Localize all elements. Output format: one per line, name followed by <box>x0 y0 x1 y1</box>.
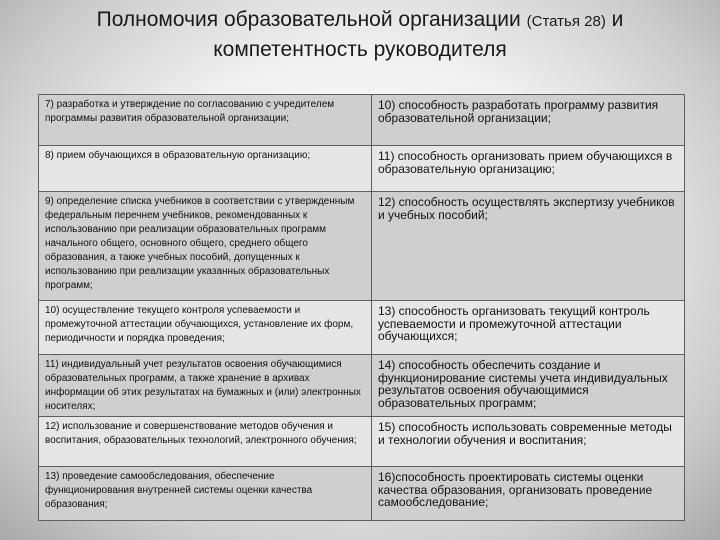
title-line-1 <box>0 6 720 36</box>
title-article-ref: (Статья 28) <box>526 13 606 30</box>
competence-cell: 14) способность обеспечить создание и функционирование системы учета индивидуальных результатов освоения обучающимися образовательных программ; <box>372 355 685 417</box>
powers-cell: 7) разработка и утверждение по согласованию с учредителем программы развития образовательной организации; <box>39 95 372 146</box>
table-row <box>39 95 685 146</box>
powers-cell: 8) прием обучающихся в образовательную организацию; <box>39 146 372 192</box>
table-row <box>39 355 685 417</box>
table-row <box>39 301 685 355</box>
table-row <box>39 146 685 192</box>
title-conjunction: и <box>611 8 624 31</box>
powers-cell: 9) определение списка учебников в соответствии с утвержденным федеральным перечнем учебников, рекомендованных к использованию при реализации образовательных программ начального общего, основного общего, среднего общего образования, а также учебных пособий, допущенных к использованию при реализации указанных образовательных программ; <box>39 192 372 301</box>
table-row <box>39 467 685 521</box>
powers-cell: 11) индивидуальный учет результатов освоения обучающимися образовательных программ, а также хранение в архивах информации об этих результатах на бумажных и (или) электронных носителях; <box>39 355 372 417</box>
competence-cell: 12) способность осуществлять экспертизу учебников и учебных пособий; <box>372 192 685 301</box>
competence-cell: 15) способность использовать современные методы и технологии обучения и воспитания; <box>372 417 685 467</box>
table-row <box>39 417 685 467</box>
powers-cell: 13) проведение самообследования, обеспечение функционирования внутренней системы оценки качества образования; <box>39 467 372 521</box>
title-line-2: компетентность руководителя <box>213 38 507 61</box>
competence-cell: 11) способность организовать прием обучающихся в образовательную организацию; <box>372 146 685 192</box>
competence-cell: 10) способность разработать программу развития образовательной организации; <box>372 95 685 146</box>
table-row <box>39 192 685 301</box>
slide-title <box>0 6 720 64</box>
competence-cell: 16)способность проектировать системы оценки качества образования, организовать проведение самообследование; <box>372 467 685 521</box>
competence-cell: 13) способность организовать текущий контроль успеваемости и промежуточной аттестации обучающихся; <box>372 301 685 355</box>
title-main-text: Полномочия образовательной организации <box>96 8 521 31</box>
powers-cell: 12) использование и совершенствование методов обучения и воспитания, образовательных технологий, электронного обучения; <box>39 417 372 467</box>
powers-cell: 10) осуществление текущего контроля успеваемости и промежуточной аттестации обучающихся, установление их форм, периодичности и порядка проведения; <box>39 301 372 355</box>
comparison-table <box>38 94 685 521</box>
